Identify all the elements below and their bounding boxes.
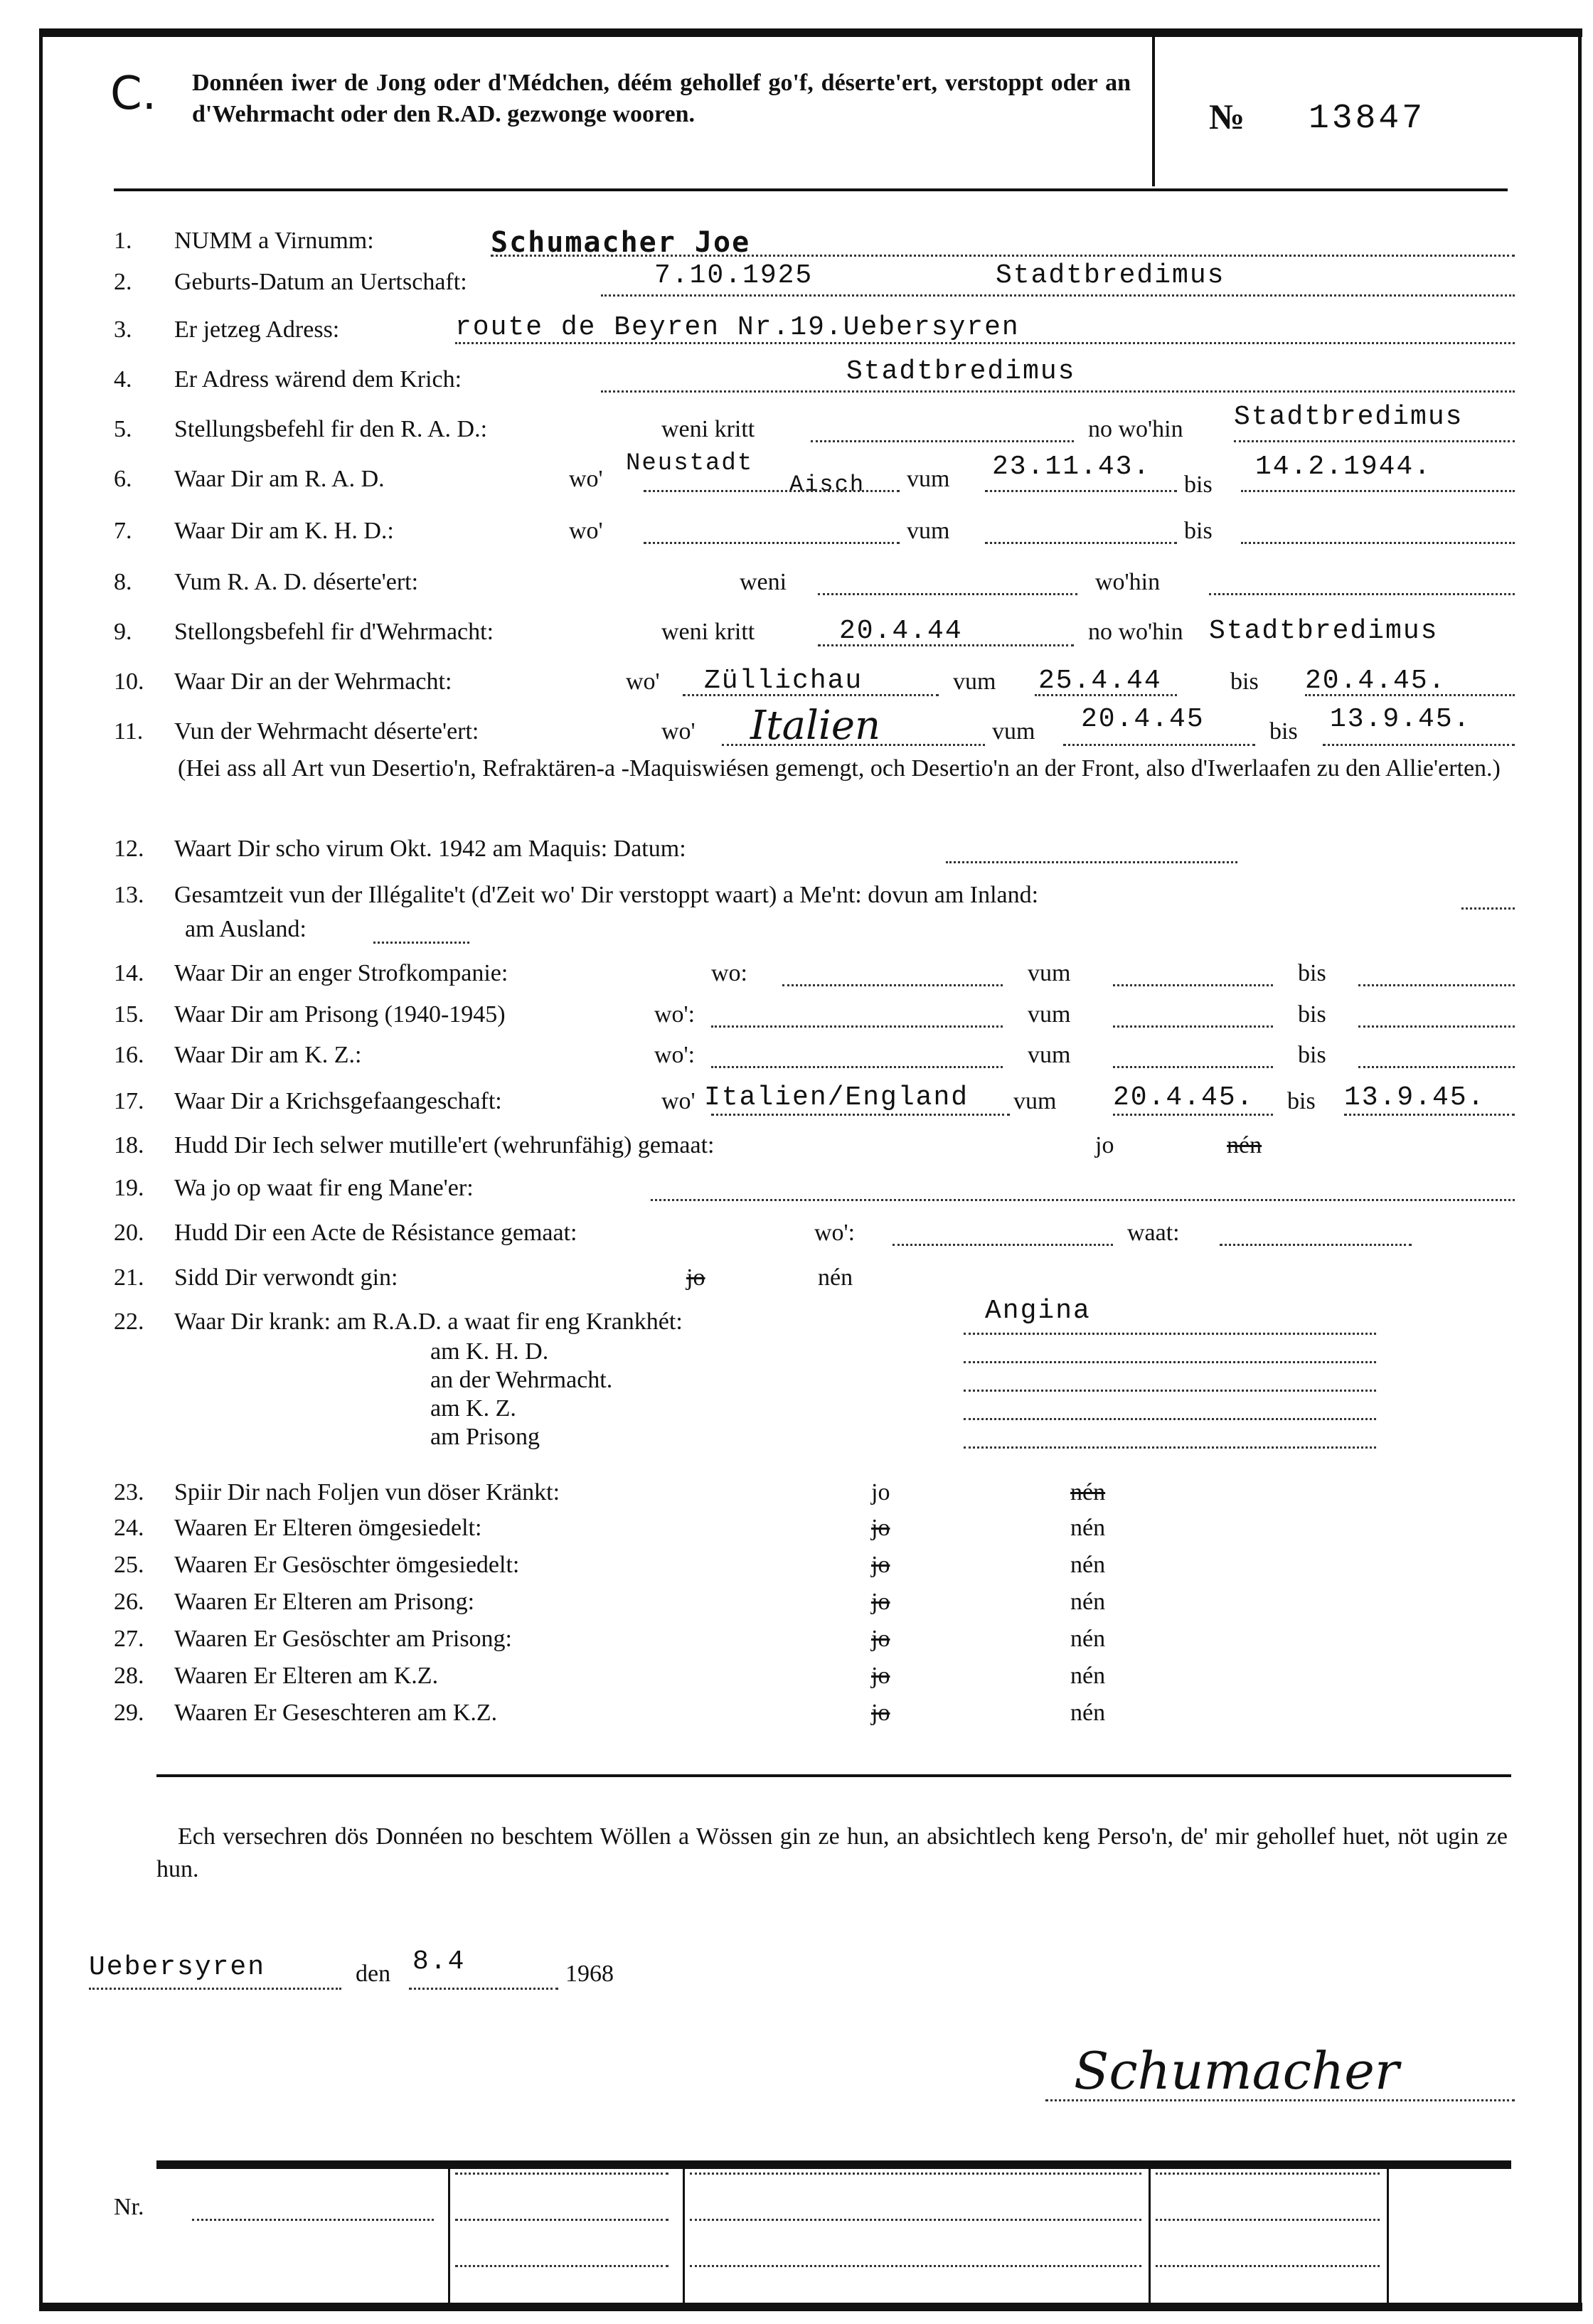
sub-label: an der Wehrmacht.	[430, 1367, 613, 1393]
field-number: 17.	[114, 1088, 144, 1114]
to-line[interactable]	[1358, 984, 1515, 986]
to-line	[1241, 490, 1515, 492]
to-line[interactable]	[1358, 1025, 1515, 1028]
wehrmacht-order-when-value[interactable]: 20.4.44	[839, 616, 963, 646]
field-number: 29.	[114, 1700, 144, 1726]
field-row-14	[0, 960, 1593, 996]
field-number: 23.	[114, 1479, 144, 1505]
date-line	[409, 1988, 558, 1990]
to-line	[1323, 744, 1515, 746]
field-row-1	[0, 228, 1593, 263]
frame-top-border	[39, 28, 1582, 37]
wehrmacht-order-where-value[interactable]: Stadtbredimus	[1209, 616, 1439, 646]
wehrmacht-to-value[interactable]: 20.4.45.	[1305, 666, 1447, 696]
from-line	[1035, 694, 1177, 696]
field-number: 20.	[114, 1220, 144, 1246]
sub-line[interactable]	[964, 1446, 1376, 1449]
war-address-line	[601, 390, 1515, 393]
to-label: bis	[1287, 1088, 1316, 1114]
war-address-value[interactable]: Stadtbredimus	[846, 356, 1076, 387]
field-label: Vum R. A. D. déserte'ert:	[174, 569, 419, 595]
field-row-23	[0, 1479, 1593, 1515]
birth-date-value[interactable]: 7.10.1925	[654, 260, 814, 291]
signature: Schumacher	[1074, 2041, 1400, 2101]
rad-order-where-value[interactable]: Stadtbredimus	[1234, 402, 1464, 432]
field-row-5	[0, 402, 1593, 452]
field-row-15	[0, 1001, 1593, 1037]
field-number: 4.	[114, 366, 132, 393]
signing-place[interactable]: Uebersyren	[89, 1952, 266, 1983]
from-line[interactable]	[1113, 1066, 1273, 1068]
where-line[interactable]	[644, 542, 900, 544]
footer-line[interactable]	[690, 2219, 1141, 2221]
rad-where-value[interactable]: Neustadt	[626, 450, 754, 477]
to-label: bis	[1298, 960, 1326, 986]
yes-option[interactable]: jo	[1095, 1132, 1114, 1158]
no-option[interactable]: nén	[1070, 1663, 1106, 1689]
from-label: vum	[1028, 1001, 1071, 1028]
current-address-line	[455, 342, 1515, 344]
frame-bottom-border	[39, 2303, 1582, 2311]
signature-area	[1045, 2041, 1515, 2105]
field-row-21	[0, 1264, 1593, 1300]
where-line[interactable]	[782, 984, 1003, 986]
field-row-26	[0, 1589, 1593, 1624]
field-number: 11.	[114, 718, 144, 745]
field-number: 1.	[114, 228, 132, 254]
field-number: 5.	[114, 416, 132, 442]
field-label: Waaren Er Elteren am K.Z.	[174, 1663, 439, 1689]
field-row-10	[0, 668, 1593, 704]
signing-date[interactable]: 8.4	[412, 1946, 466, 1977]
form-title: Donnéen iwer de Jong oder d'Médchen, déém gehollef go'f, déserte'ert, verstoppt oder an d'Wehrmacht oder den R.AD. gezwonge wooren.	[192, 70, 1131, 127]
field-label: Waar Dir a Krichsgefaangeschaft:	[174, 1088, 502, 1114]
number-sign: №	[1209, 97, 1245, 137]
from-label: vum	[907, 466, 950, 492]
where-label: wo'	[661, 1088, 696, 1114]
current-address-value[interactable]: route de Beyren Nr.19.Uebersyren	[455, 312, 1020, 343]
field-number: 28.	[114, 1663, 144, 1689]
field-number: 19.	[114, 1175, 144, 1201]
footer-line[interactable]	[1156, 2173, 1380, 2175]
field-label: Waar Dir am Prisong (1940-1945)	[174, 1001, 506, 1028]
to-label: bis	[1298, 1001, 1326, 1028]
field-row-19	[0, 1175, 1593, 1210]
from-line[interactable]	[985, 542, 1177, 544]
field-label: Waaren Er Elteren am Prisong:	[174, 1589, 475, 1615]
footer-col-divider	[1149, 2169, 1151, 2304]
field-row-22	[0, 1296, 1593, 1472]
where-line	[1234, 440, 1515, 442]
yes-option[interactable]: jo	[871, 1479, 890, 1505]
where-line[interactable]	[893, 1244, 1113, 1246]
field-row-11	[0, 703, 1593, 818]
from-line[interactable]	[1113, 984, 1273, 986]
signing-year: 1968	[565, 1961, 614, 1987]
no-option[interactable]: nén	[818, 1264, 853, 1291]
no-option[interactable]: nén	[1227, 1132, 1262, 1158]
field-number: 16.	[114, 1042, 144, 1068]
birth-place-value[interactable]: Stadtbredimus	[996, 260, 1225, 291]
when-label: weni kritt	[661, 619, 755, 645]
to-line[interactable]	[1241, 542, 1515, 544]
field-number: 25.	[114, 1552, 144, 1578]
where-line[interactable]	[711, 1066, 1003, 1068]
to-label: bis	[1230, 668, 1259, 695]
where-label: wo:	[711, 960, 747, 986]
where-line	[644, 490, 900, 492]
footer-line[interactable]	[455, 2265, 668, 2267]
desertion-note: (Hei ass all Art vun Desertio'n, Refraktären-a -Maquiswiésen gemengt, och Desertio'n an der Front, also d'Iwerlaafen zu den Allie'erten.)	[178, 755, 1501, 782]
field-number: 8.	[114, 569, 132, 595]
section-divider	[156, 1774, 1511, 1777]
when-label: weni kritt	[661, 416, 755, 442]
desertion-from-value[interactable]: 20.4.45	[1081, 704, 1205, 735]
place-line	[89, 1988, 341, 1990]
field-label: Waar Dir am K. Z.:	[174, 1042, 362, 1068]
field-label: Stellungsbefehl fir den R. A. D.:	[174, 416, 488, 442]
field-label: Waaren Er Elteren ömgesiedelt:	[174, 1515, 482, 1541]
field-label: Waaren Er Gesöschter ömgesiedelt:	[174, 1552, 520, 1578]
field-number: 18.	[114, 1132, 144, 1158]
sub-line[interactable]	[964, 1361, 1376, 1363]
where-label: wo'hin	[1095, 569, 1161, 595]
field-row-8	[0, 569, 1593, 604]
rad-to-value[interactable]: 14.2.1944.	[1255, 452, 1432, 482]
illness-value[interactable]: Angina	[985, 1296, 1091, 1326]
section-letter: C.	[110, 68, 157, 120]
field-number: 24.	[114, 1515, 144, 1541]
field-row-16	[0, 1042, 1593, 1077]
when-line[interactable]	[818, 593, 1077, 595]
field-number: 6.	[114, 466, 132, 492]
field-number: 21.	[114, 1264, 144, 1291]
field-label: Er jetzeg Adress:	[174, 316, 340, 343]
manner-line[interactable]	[651, 1199, 1515, 1201]
inland-line[interactable]	[1461, 907, 1515, 910]
when-line	[818, 644, 1074, 646]
where-line	[722, 744, 985, 746]
field-label: Waar Dir am R. A. D.	[174, 466, 385, 492]
signing-line	[89, 1946, 942, 1995]
field-number: 26.	[114, 1589, 144, 1615]
to-line	[1305, 694, 1515, 696]
footer-top-line	[156, 2160, 1511, 2169]
footer-col-divider	[448, 2169, 450, 2304]
pow-to-value[interactable]: 13.9.45.	[1344, 1082, 1486, 1113]
field-row-13	[0, 882, 1593, 953]
field-number: 3.	[114, 316, 132, 343]
field-label: Waar Dir an der Wehrmacht:	[174, 668, 452, 695]
where-label: wo':	[654, 1001, 696, 1028]
to-label: bis	[1184, 471, 1213, 498]
field-row-25	[0, 1552, 1593, 1587]
name-line	[491, 255, 1515, 257]
footer-col-divider	[683, 2169, 685, 2304]
desertion-to-value[interactable]: 13.9.45.	[1330, 704, 1471, 735]
field-number: 9.	[114, 619, 132, 645]
field-row-6	[0, 450, 1593, 501]
field-label: Geburts-Datum an Uertschaft:	[174, 269, 467, 295]
field-label: Waar Dir an enger Strofkompanie:	[174, 960, 508, 986]
sub-label: am K. Z.	[430, 1395, 516, 1422]
when-line	[811, 440, 1074, 442]
yes-option[interactable]: jo	[871, 1626, 890, 1652]
den-label: den	[356, 1961, 391, 1987]
header-divider	[1152, 37, 1155, 186]
form-number: 13847	[1309, 100, 1426, 138]
to-line[interactable]	[1358, 1066, 1515, 1068]
no-option[interactable]: nén	[1070, 1626, 1106, 1652]
birth-line	[601, 294, 1515, 297]
name-value[interactable]: Schumacher Joe	[491, 226, 751, 259]
rad-from-value[interactable]: 23.11.43.	[992, 452, 1151, 482]
no-option[interactable]: nén	[1070, 1479, 1106, 1505]
footer-line[interactable]	[690, 2173, 1141, 2175]
field-label: Waart Dir scho virum Okt. 1942 am Maquis: Datum:	[174, 836, 686, 862]
field-label: Wa jo op waat fir eng Mane'er:	[174, 1175, 474, 1201]
where-label: no wo'hin	[1088, 619, 1183, 645]
field-label-2: am Ausland:	[185, 916, 307, 942]
footer-line[interactable]	[455, 2219, 668, 2221]
field-number: 14.	[114, 960, 144, 986]
field-label: Hudd Dir Iech selwer mutille'ert (wehrunfähig) gemaat:	[174, 1132, 715, 1158]
field-number: 2.	[114, 269, 132, 295]
where-label: wo'	[661, 718, 696, 745]
field-label: Sidd Dir verwondt gin:	[174, 1264, 398, 1291]
field-row-29	[0, 1700, 1593, 1735]
field-row-28	[0, 1663, 1593, 1698]
from-line	[1063, 744, 1255, 746]
wehrmacht-where-value[interactable]: Züllichau	[704, 666, 863, 696]
from-label: vum	[1013, 1088, 1057, 1114]
declaration-text: Ech versechren dös Donnéen no beschtem Wöllen a Wössen gin ze hun, an absichtlech keng Perso'n, de' mir gehollef huet, nöt ugin ze hun.	[156, 1823, 1508, 1882]
yes-option[interactable]: jo	[686, 1264, 705, 1291]
abroad-line[interactable]	[373, 942, 469, 944]
field-number: 7.	[114, 518, 132, 544]
from-label: vum	[907, 518, 950, 544]
when-label: weni	[740, 569, 787, 595]
what-label: waat:	[1127, 1220, 1180, 1246]
maquis-date-line[interactable]	[946, 861, 1237, 863]
illness-line	[964, 1333, 1376, 1335]
yes-option[interactable]: jo	[871, 1552, 890, 1578]
field-label: Waar Dir am K. H. D.:	[174, 518, 394, 544]
to-line	[1344, 1114, 1515, 1116]
footer-line[interactable]	[1156, 2219, 1380, 2221]
field-row-7	[0, 518, 1593, 553]
no-option[interactable]: nén	[1070, 1700, 1106, 1726]
footer-line[interactable]	[455, 2173, 668, 2175]
nr-label: Nr.	[114, 2194, 144, 2220]
sub-line[interactable]	[964, 1418, 1376, 1420]
yes-option[interactable]: jo	[871, 1515, 890, 1541]
sub-label: am K. H. D.	[430, 1338, 549, 1365]
sub-line[interactable]	[964, 1390, 1376, 1392]
footer-col-divider	[1387, 2169, 1389, 2304]
from-line	[985, 490, 1177, 492]
from-label: vum	[1028, 1042, 1071, 1068]
where-label: wo':	[654, 1042, 696, 1068]
header-bottom-line	[114, 188, 1508, 191]
from-line	[1113, 1114, 1273, 1116]
field-label: Vun der Wehrmacht déserte'ert:	[174, 718, 479, 745]
field-label: Waaren Er Gesöschter am Prisong:	[174, 1626, 513, 1652]
from-label: vum	[1028, 960, 1071, 986]
field-number: 10.	[114, 668, 144, 695]
field-label: Stellongsbefehl fir d'Wehrmacht:	[174, 619, 494, 645]
from-label: vum	[992, 718, 1035, 745]
no-option[interactable]: nén	[1070, 1515, 1106, 1541]
desertion-where-value[interactable]: Italien	[750, 703, 881, 749]
where-line[interactable]	[1209, 593, 1515, 595]
where-label: wo':	[814, 1220, 856, 1246]
to-label: bis	[1298, 1042, 1326, 1068]
no-option[interactable]: nén	[1070, 1552, 1106, 1578]
yes-option[interactable]: jo	[871, 1663, 890, 1689]
where-line	[683, 694, 939, 696]
what-line[interactable]	[1220, 1244, 1412, 1246]
pow-where-value[interactable]: Italien/England	[704, 1082, 969, 1113]
field-number: 22.	[114, 1308, 144, 1335]
where-line	[711, 1114, 1010, 1116]
rad-where-value-2[interactable]: Aisch	[789, 471, 865, 498]
footer-line[interactable]	[690, 2265, 1141, 2267]
where-label: no wo'hin	[1088, 416, 1183, 442]
field-label: Gesamtzeit vun der Illégalite't (d'Zeit wo' Dir verstoppt waart) a Me'nt: dovun am Inland:	[174, 882, 1039, 908]
no-option[interactable]: nén	[1070, 1589, 1106, 1615]
signature-line	[1045, 2099, 1515, 2101]
where-line[interactable]	[711, 1025, 1003, 1028]
field-row-2	[0, 260, 1593, 304]
where-label: wo'	[569, 466, 603, 492]
field-label: Waaren Er Geseschteren am K.Z.	[174, 1700, 498, 1726]
from-line[interactable]	[1113, 1025, 1273, 1028]
field-row-27	[0, 1626, 1593, 1661]
field-row-3	[0, 312, 1593, 352]
field-number: 15.	[114, 1001, 144, 1028]
where-label: wo'	[626, 668, 660, 695]
field-number: 27.	[114, 1626, 144, 1652]
field-row-9	[0, 616, 1593, 654]
nr-line[interactable]	[192, 2219, 434, 2221]
field-label: Waar Dir krank: am R.A.D. a waat fir eng Krankhét:	[174, 1308, 683, 1335]
footer-line[interactable]	[1156, 2265, 1380, 2267]
from-label: vum	[953, 668, 996, 695]
to-label: bis	[1269, 718, 1298, 745]
field-number: 13.	[114, 882, 144, 908]
field-label: Spiir Dir nach Foljen vun döser Kränkt:	[174, 1479, 560, 1505]
sub-label: am Prisong	[430, 1424, 540, 1450]
field-row-4	[0, 356, 1593, 402]
yes-option[interactable]: jo	[871, 1589, 890, 1615]
field-label: NUMM a Virnumm:	[174, 228, 374, 254]
wehrmacht-from-value[interactable]: 25.4.44	[1038, 666, 1162, 696]
where-label: wo'	[569, 518, 603, 544]
field-row-20	[0, 1220, 1593, 1255]
field-row-18	[0, 1132, 1593, 1168]
field-row-24	[0, 1515, 1593, 1550]
to-label: bis	[1184, 518, 1213, 544]
field-row-12	[0, 836, 1593, 871]
field-row-17	[0, 1082, 1593, 1124]
pow-from-value[interactable]: 20.4.45.	[1113, 1082, 1254, 1113]
field-number: 12.	[114, 836, 144, 862]
field-label: Hudd Dir een Acte de Résistance gemaat:	[174, 1220, 577, 1246]
yes-option[interactable]: jo	[871, 1700, 890, 1726]
field-label: Er Adress wärend dem Krich:	[174, 366, 462, 393]
